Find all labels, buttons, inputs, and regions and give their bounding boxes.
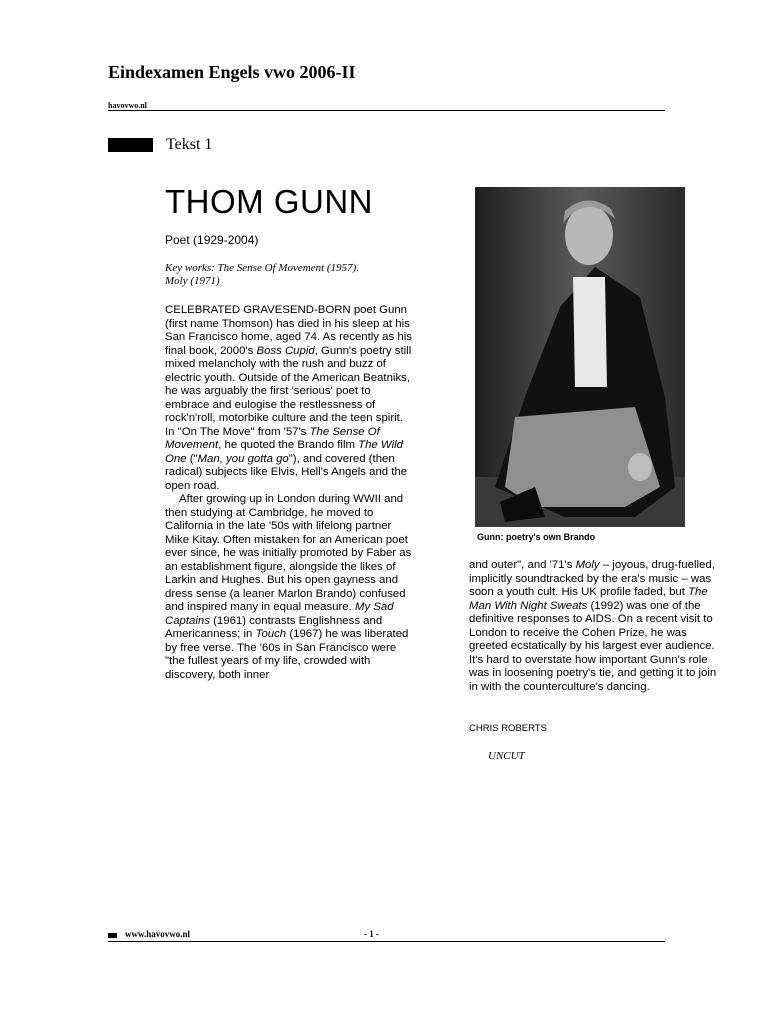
header-divider <box>108 110 665 111</box>
section-marker <box>108 138 153 152</box>
article-column-right <box>469 559 717 694</box>
film-title: The Wild One <box>165 439 403 465</box>
article-subtitle: Poet (1929-2004) <box>165 233 259 247</box>
paragraph-2 <box>165 493 413 682</box>
exam-title: Eindexamen Engels vwo 2006-II <box>108 62 356 82</box>
footer-marker <box>108 933 117 938</box>
author-name: CHRIS ROBERTS <box>469 723 547 734</box>
text-run: (1992) was one of the definitive responses to AIDS. On a recent visit to London to receive the Cohen Prize, he was greeted ecstatically by his largest ever audience. It's hard to overstate how important Gunn's role was in loosening poetry's tie, and getting it to join in with the counterculture's dancing. <box>469 599 717 693</box>
book-title: The Man With Night Sweats <box>469 586 708 612</box>
book-title: The Sense Of Movement <box>165 425 380 451</box>
text-run: , he quoted the Brando film <box>218 439 359 451</box>
text-run: (1961) contrasts Englishness and Americanness; in <box>165 614 383 640</box>
text-run: – joyous, drug-fuelled, implicitly soundtracked by the era's music – was soon a youth cult. His UK profile faded, but <box>469 559 715 598</box>
header-site: havovwo.nl <box>108 101 147 110</box>
section-label: Tekst 1 <box>166 136 213 153</box>
key-works-line-1: Key works: The Sense Of Movement (1957). <box>165 262 359 274</box>
text-run: "), and covered (then radical) subjects like Elvis, Hell's Angels and the open road. <box>165 452 408 492</box>
page-number: - 1 - <box>364 929 379 939</box>
text-run: (" <box>186 452 198 465</box>
book-title: Moly <box>575 559 600 571</box>
footer-divider <box>108 941 665 942</box>
photo-illustration <box>475 187 685 527</box>
key-works-line-2: Moly (1971) <box>165 275 220 287</box>
article-column-left <box>165 304 413 682</box>
text-run: After growing up in London during WWII and then studying at Cambridge, he moved to California in the late '50s with lifelong partner Mike Kitay. Often mistaken for an American poet ever since, he was initially promoted by Faber as an establishment figure, alongside the likes of Larkin and Hughes. But his open gayness and dress sense (a leaner Marlon Brando) confused and inspired many in equal measure. <box>165 493 412 613</box>
source-magazine: UNCUT <box>488 750 525 762</box>
book-title: Boss Cupid <box>256 344 315 357</box>
footer-site-link[interactable]: www.havovwo.nl <box>125 929 191 939</box>
book-title: My Sad Captains <box>165 601 394 627</box>
text-run: CELEBRATED GRAVESEND-BORN poet Gunn (first name Thomson) has died in his sleep at his San Francisco home, aged 74. As recently as his final book, 2000's <box>165 304 412 357</box>
book-title: Touch <box>255 628 287 640</box>
text-run: , Gunn's poetry still mixed melancholy with the rush and buzz of electric youth. Outside of the American Beatniks, he was arguably the first 'serious' poet to embrace and eulogise the restlessness of rock'n'roll, motorbike culture and the teen spirit. In "On The Move" from '57's <box>165 344 412 438</box>
paragraph-1 <box>165 304 413 493</box>
photo-caption: Gunn: poetry's own Brando <box>477 532 596 542</box>
quote: Man, you gotta go <box>197 452 289 465</box>
author-photo <box>475 187 685 527</box>
article-title: THOM GUNN <box>165 183 373 220</box>
text-run: (1967) he was liberated by free verse. The '60s in San Francisco were "the fullest years of my life, crowded with discovery, both inner <box>165 628 409 681</box>
paragraph-3 <box>469 559 717 694</box>
text-run: and outer", and '71's <box>469 559 576 571</box>
key-works <box>165 262 405 288</box>
